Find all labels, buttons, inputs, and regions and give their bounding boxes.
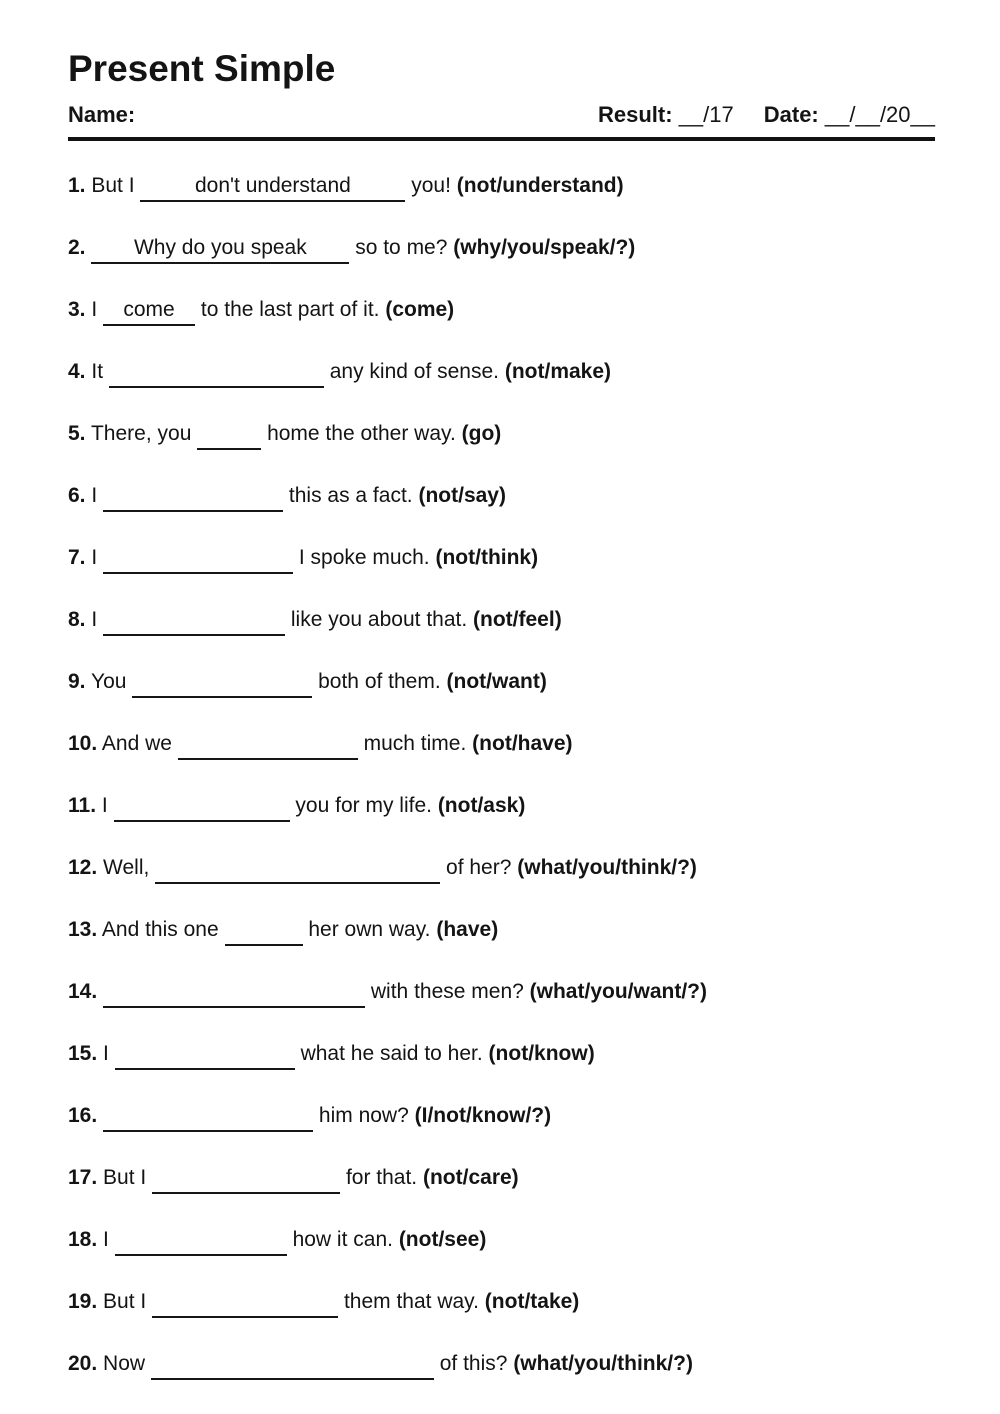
verb-hint: (not/think) (435, 546, 539, 569)
question-post-text: both of them. (318, 670, 441, 693)
question-number: 18. (68, 1228, 98, 1251)
question-number: 1. (68, 174, 86, 197)
question-pre-text: I (103, 1228, 109, 1251)
question-pre-text: But I (103, 1166, 147, 1189)
answer-blank[interactable] (132, 668, 312, 698)
question-row (68, 1350, 935, 1380)
question-number: 14. (68, 980, 98, 1003)
verb-hint: (I/not/know/?) (414, 1104, 552, 1127)
verb-hint: (what/you/think/?) (517, 856, 697, 879)
verb-hint: (what/you/want/?) (529, 980, 707, 1003)
name-label: Name: (68, 102, 136, 127)
question-number: 6. (68, 484, 86, 507)
question-post-text: of her? (446, 856, 512, 879)
question-pre-text: I (101, 794, 108, 817)
question-list (68, 141, 935, 1380)
answer-blank[interactable] (103, 296, 195, 326)
question-row (68, 234, 935, 264)
question-pre-text: I (91, 298, 98, 321)
question-row (68, 358, 935, 388)
answer-blank[interactable] (115, 1040, 295, 1070)
verb-hint: (not/feel) (473, 608, 562, 631)
answer-blank[interactable] (103, 606, 285, 636)
question-pre-text: But I (103, 1290, 147, 1313)
question-post-text: him now? (318, 1104, 409, 1127)
answer-blank[interactable] (114, 792, 290, 822)
verb-hint: (not/ask) (437, 794, 526, 817)
verb-hint: (go) (461, 422, 502, 445)
question-row (68, 420, 935, 450)
verb-hint: (why/you/speak/?) (453, 236, 636, 259)
question-row (68, 668, 935, 698)
answer-text: Why do you speak ​ (134, 236, 307, 259)
question-post-text: her own way. (308, 918, 431, 941)
verb-hint: (not/care) (422, 1166, 519, 1189)
answer-blank[interactable] (152, 1164, 340, 1194)
question-pre-text: And we (101, 732, 172, 755)
verb-hint: (not/take) (484, 1290, 580, 1313)
verb-hint: (what/you/think/?) (513, 1352, 693, 1375)
result-date-group (598, 102, 935, 128)
question-number: 16. (68, 1104, 98, 1127)
question-number: 9. (68, 670, 86, 693)
verb-hint: (not/know) (488, 1042, 595, 1065)
question-post-text: any kind of sense. (329, 360, 499, 383)
answer-blank[interactable] (155, 854, 440, 884)
question-row (68, 854, 935, 884)
question-pre-text: I (91, 546, 98, 569)
date-label: Date: (763, 102, 819, 127)
question-number: 19. (68, 1290, 98, 1313)
question-number: 7. (68, 546, 86, 569)
question-post-text: to the last part of it. (200, 298, 380, 321)
answer-blank[interactable] (197, 420, 261, 450)
question-post-text: you! (411, 174, 451, 197)
question-post-text: this as a fact. (288, 484, 413, 507)
answer-text: don't understand ​ (195, 174, 351, 197)
question-post-text: much time. (363, 732, 467, 755)
question-row (68, 1040, 935, 1070)
question-row (68, 172, 935, 202)
result-field (598, 102, 734, 128)
verb-hint: (not/want) (446, 670, 547, 693)
answer-blank[interactable] (103, 978, 365, 1008)
question-pre-text: It (91, 360, 104, 383)
question-post-text: how it can. (292, 1228, 393, 1251)
verb-hint: (not/say) (418, 484, 506, 507)
answer-blank[interactable] (178, 730, 358, 760)
date-value: __/__/20__ (824, 102, 935, 127)
answer-text: come ​ (123, 298, 174, 321)
answer-blank[interactable] (103, 1102, 313, 1132)
question-row (68, 1102, 935, 1132)
answer-blank[interactable] (151, 1350, 434, 1380)
answer-blank[interactable] (140, 172, 405, 202)
question-number: 15. (68, 1042, 98, 1065)
question-row (68, 544, 935, 574)
question-number: 17. (68, 1166, 98, 1189)
question-pre-text: I (91, 608, 98, 631)
worksheet-header (68, 102, 935, 128)
answer-blank[interactable] (152, 1288, 338, 1318)
answer-blank[interactable] (103, 544, 293, 574)
result-value: __/17 (678, 102, 734, 127)
question-number: 3. (68, 298, 86, 321)
answer-blank[interactable] (225, 916, 303, 946)
verb-hint: (not/have) (472, 732, 573, 755)
answer-blank[interactable] (103, 482, 283, 512)
question-pre-text: I (91, 484, 98, 507)
page-title: Present Simple (68, 48, 336, 89)
question-row (68, 730, 935, 760)
question-post-text: you for my life. (295, 794, 432, 817)
question-row (68, 978, 935, 1008)
question-post-text: like you about that. (290, 608, 468, 631)
question-row (68, 916, 935, 946)
question-number: 5. (68, 422, 86, 445)
question-number: 12. (68, 856, 98, 879)
question-pre-text: There, you (90, 422, 192, 445)
question-pre-text: Well, (103, 856, 150, 879)
question-pre-text: You (90, 670, 127, 693)
verb-hint: (not/understand) (456, 174, 624, 197)
question-number: 4. (68, 360, 86, 383)
question-number: 2. (68, 236, 86, 259)
question-post-text: them that way. (343, 1290, 479, 1313)
question-row (68, 296, 935, 326)
verb-hint: (come) (385, 298, 455, 321)
verb-hint: (not/make) (504, 360, 612, 383)
verb-hint: (have) (436, 918, 499, 941)
result-label: Result: (598, 102, 673, 127)
answer-blank[interactable] (91, 234, 349, 264)
verb-hint: (not/see) (398, 1228, 487, 1251)
question-post-text: home the other way. (267, 422, 456, 445)
question-post-text: so to me? (355, 236, 448, 259)
date-field (764, 102, 935, 128)
question-post-text: for that. (345, 1166, 418, 1189)
question-row (68, 792, 935, 822)
question-post-text: with these men? (370, 980, 524, 1003)
answer-blank[interactable] (109, 358, 324, 388)
question-number: 10. (68, 732, 98, 755)
question-pre-text: But I (91, 174, 135, 197)
question-number: 20. (68, 1352, 98, 1375)
question-pre-text: Now (103, 1352, 146, 1375)
question-pre-text: I (103, 1042, 109, 1065)
question-post-text: I spoke much. (298, 546, 430, 569)
question-row (68, 1164, 935, 1194)
question-number: 13. (68, 918, 98, 941)
question-row (68, 606, 935, 636)
question-row (68, 1226, 935, 1256)
question-number: 8. (68, 608, 86, 631)
question-row (68, 1288, 935, 1318)
question-post-text: of this? (439, 1352, 508, 1375)
question-post-text: what he said to her. (300, 1042, 483, 1065)
question-pre-text: And this one (101, 918, 219, 941)
answer-blank[interactable] (115, 1226, 287, 1256)
question-number: 11. (68, 794, 97, 817)
question-row (68, 482, 935, 512)
